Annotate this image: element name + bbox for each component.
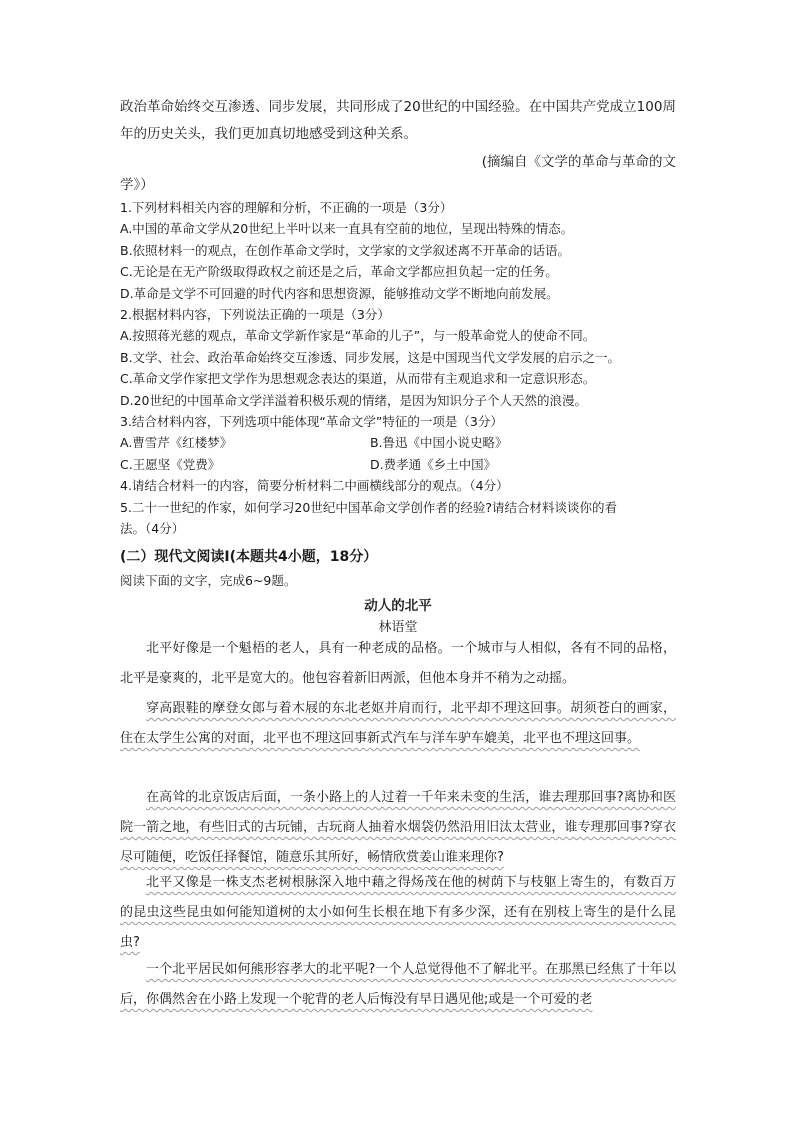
source-line-2: 学》） — [120, 177, 154, 193]
q5-stem-line-1: 5.二十一世纪的作家，如何学习20世纪中国革命文学创作者的经验?请结合材料谈谈你的看 — [120, 499, 617, 515]
q2-stem: 2.根据材料内容，下列说法正确的一项是（3分） — [120, 307, 390, 323]
q4-stem: 4.请结合材料一的内容，简要分析材料二中画横线部分的观点。（4分） — [120, 478, 509, 494]
intro-paragraph: 政治革命始终交互渗透、同步发展，共同形成了20世纪的中国经验。在中国共产党成立100周年的历史关头，我们更加真切地感受到这种关系。 — [120, 99, 676, 142]
q3-option-a: A.曹雪芹《红楼梦》 — [120, 435, 233, 451]
q3-stem: 3.结合材料内容，下列选项中能体现“革命文学”特征的一项是（3分） — [120, 414, 503, 430]
q3-option-c: C.王愿坚《党费》 — [120, 456, 221, 472]
q3-options-row-2 — [120, 454, 676, 475]
q3-options-row-1 — [120, 432, 676, 453]
article-paragraph-5 — [120, 955, 676, 1015]
underlined-passage: 一个北平居民如何熊形容孝大的北平呢?一个人总觉得他不了解北平。在那黑已经焦了十年以后，你偶然舍在小路上发现一个驼背的老人后悔没有早日遇见他;或是一个可爱的老 — [120, 962, 676, 1007]
q1-option-a: A.中国的革命文学从20世纪上半叶以来一直具有空前的地位，呈现出特殊的情态。 — [120, 221, 574, 237]
article-title: 动人的北平 — [364, 598, 432, 614]
q1-option-c: C.无论是在无产阶级取得政权之前还是之后，革命文学都应担负起一定的任务。 — [120, 264, 558, 280]
article-paragraph-1: 北平好像是一个魁梧的老人，具有一种老成的品格。一个城市与人相似，各有不同的品格，北平是豪爽的，北平是宽大的。他包容着新旧两派，但他本身并不稍为之动摇。 — [120, 641, 676, 686]
underlined-passage: 穿高跟鞋的摩登女郎与着木屐的东北老妪并肩而行，北平却不理这回事。胡须苍白的画家，住在太学生公寓的对面，北平也不理这回事新式汽车与洋车驴车媲美，北平也不理这回事。 — [120, 701, 676, 746]
questions-block — [120, 197, 676, 540]
article-author: 林语堂 — [378, 620, 418, 635]
q2-option-b: B.文学、社会、政治革命始终交互渗透、同步发展，这是中国现当代文学发展的启示之一。 — [120, 349, 621, 365]
underlined-passage: 在高耸的北京饭店后面，一条小路上的人过着一千年来未变的生活，谁去理那回事?离协和医院一箭之地，有些旧式的古玩铺，古玩商人抽着水烟袋仍然沿用旧汰太营业，谁专理那回事?穿衣尽可随便，吃饭任择餐馆，随意乐其所好，畅情欣赏姜山谁来理你? — [120, 790, 676, 865]
article-paragraph-3 — [120, 783, 676, 873]
article-paragraph-2 — [120, 694, 676, 754]
q3-option-b: B.鲁迅《中国小说史略》 — [370, 435, 508, 451]
q1-option-b: B.依照材料一的观点，在创作革命文学时，文学家的文学叙述离不开革命的话语。 — [120, 242, 571, 258]
article-paragraph-4 — [120, 868, 676, 958]
source-line-1: (摘编自《文学的革命与革命的文 — [481, 154, 676, 170]
q5-stem-line-2: 法。（4分） — [120, 521, 185, 537]
q2-option-a: A.按照蒋光慈的观点，革命文学新作家是“革命的儿子”，与一般革命党人的使命不同。 — [120, 328, 596, 344]
q3-option-d: D.费孝通《乡土中国》 — [370, 456, 497, 472]
q1-stem: 1.下列材料相关内容的理解和分析，不正确的一项是（3分） — [120, 200, 453, 215]
q2-option-d: D.20世纪的中国革命文学洋溢着积极乐观的情绪，是因为知识分子个人天然的浪漫。 — [120, 392, 588, 408]
section-2-instruction: 阅读下面的文字，完成6~9题。 — [120, 573, 297, 588]
q1-option-d: D.革命是文学不可回避的时代内容和思想资源，能够推动文学不断地向前发展。 — [120, 285, 559, 301]
section-2-heading: (二）现代文阅读Ⅰ(本题共4小题，18分） — [120, 549, 378, 565]
q2-option-c: C.革命文学作家把文学作为思想观念表达的渠道，从而带有主观追求和一定意识形态。 — [120, 371, 596, 387]
underlined-passage: 北平又像是一株支杰老树根脉深入地中藉之得炀茂在他的树荫下与枝躯上寄生的，有数百万的昆虫这些昆虫如何能知道树的太小如何生长根在地下有多少深，还有在别枝上寄生的是什么昆虫? — [120, 875, 676, 950]
